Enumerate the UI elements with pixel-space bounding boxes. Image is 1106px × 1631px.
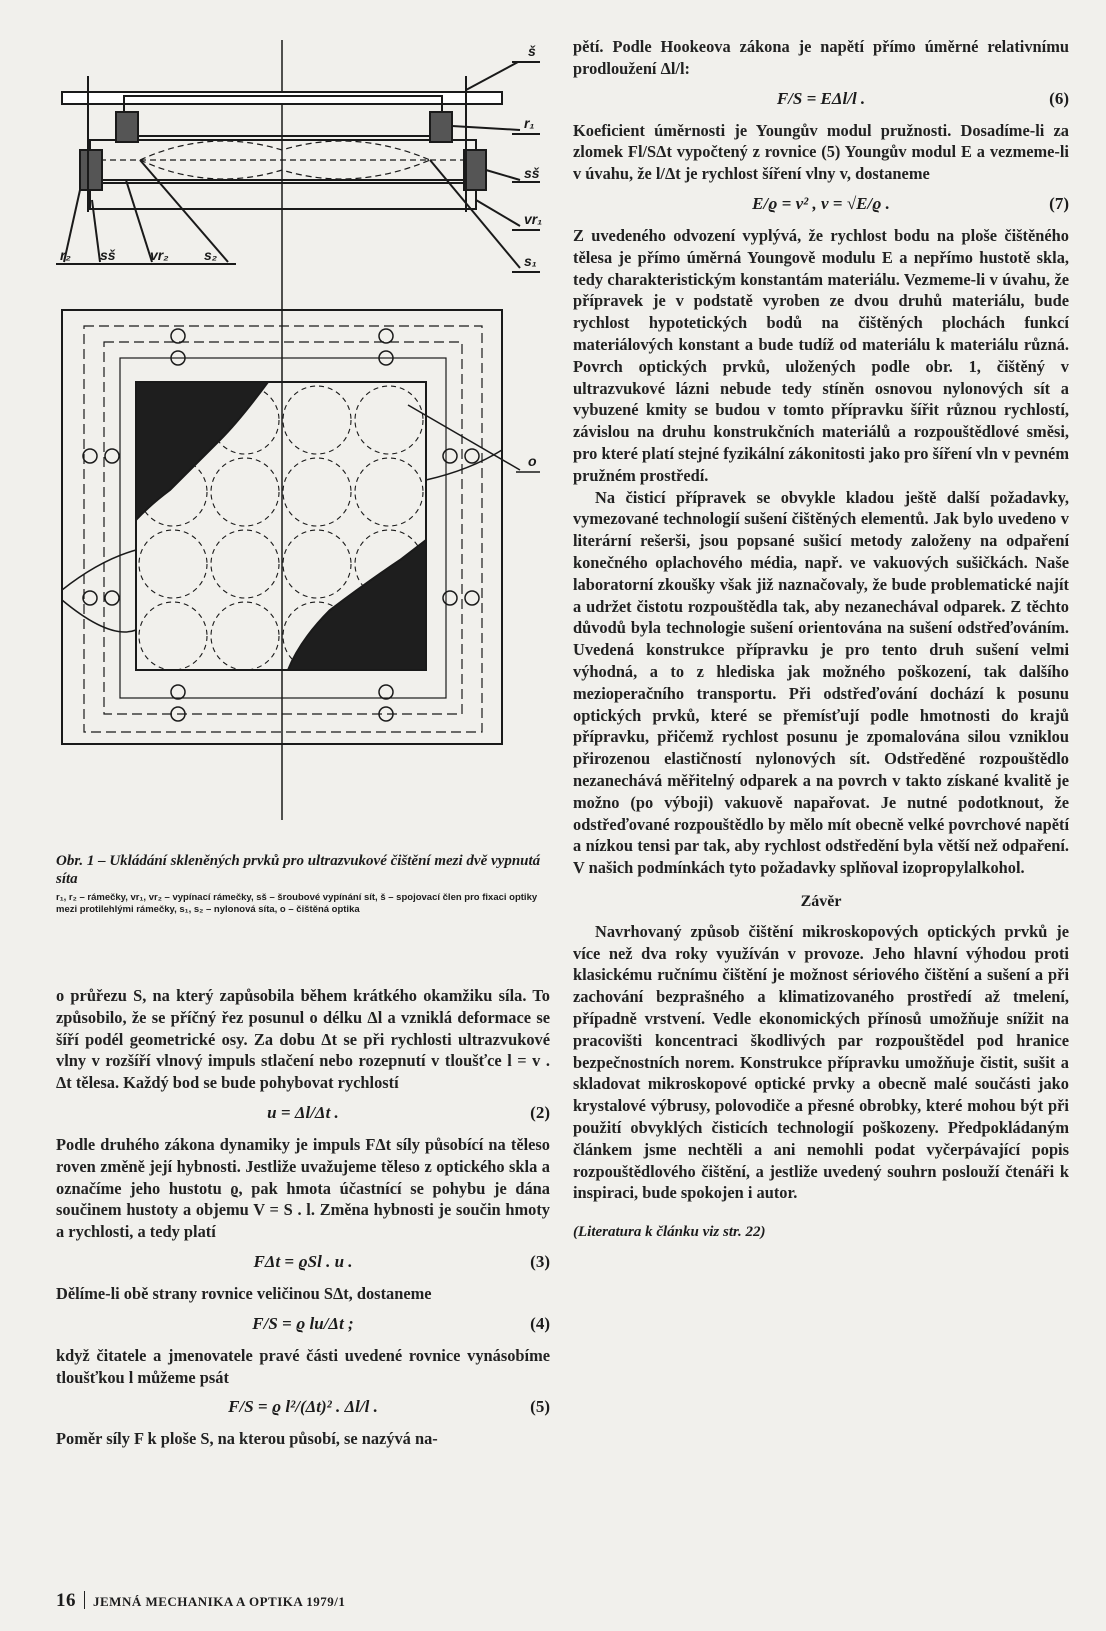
equation-formula: F/S = ϱ l²/(Δt)² . Δl/l .	[228, 1397, 378, 1417]
equation-2	[56, 1100, 550, 1128]
label-s2: s₂	[204, 247, 218, 263]
caption-title: Obr. 1 – Ukládání skleněných prvků pro ultrazvukové čištění mezi dvě vypnutá síta	[56, 853, 541, 887]
section-heading: Závěr	[800, 892, 842, 910]
equation-6	[573, 86, 1069, 114]
caption-legend: r₁, r₂ – rámečky, vr₁, vr₂ – vypínací rámečky, sš – šroubové vypínání sít, š – spojovací člen pro fixaci optiky mezi protilehlými rámečky, s₁, s₂ – nylonová síta, o – čištěná optika	[56, 892, 538, 915]
equation-number: (5)	[530, 1397, 550, 1417]
paragraph: Na čisticí přípravek se obvykle kladou ještě další požadavky, vymezované technologií sušení čištěných elementů. Jak bylo uvedeno v literární rešerši, jsou popsané sušicí metody založeny na odpaření konečného oplachového média, např. ve vakuových sušičkách. Naše laboratorní zkoušky však již naznačovaly, že bude problematické najít a udržet čistotu rozpouštědla tak, aby nezanechával odparek. Z těchto důvodů byla technologie sušení orientována na sušení odstřeďováním. Uvedená konstrukce přípravku je pro tento druh sušení velmi výhodná, a to z hlediska jak možného poškození, tak dalšího mezioperačního transportu. Při odstřeďování dochází k posunu optických prvků, které se přemísťují podle hmotnosti do krajů přípravku, přičemž rychlost posunu je zpomalována silou vzniklou přirozenou elastičností nylonových sít. Odstředěné rozpouštědlo nezanechává měřitelný odparek a na povrch v takto získané kvalitě je možno (po výboji) vakuově napařovat. Je nutné podotknout, že odstřeďované rozpouštědlo by mělo mít obecně velké povrchové napětí a nízkou tensi par tak, aby rychlost odstředění byla větší než odpaření. V našich podmínkách tyto požadavky splňoval izopropylalkohol.	[573, 487, 1069, 878]
label-r1: r₁	[524, 115, 535, 131]
equation-5	[56, 1394, 550, 1422]
paragraph: Poměr síly F k ploše S, na kterou působí, se nazývá na-	[56, 1429, 438, 1449]
paragraph: Koeficient úměrnosti je Youngův modul pružnosti. Dosadíme-li za zlomek Fl/SΔt vypočtený z rovnice (5) Youngův modul E a vezmeme-li v úvahu, že l/Δt je rychlost šíření vlny v, dostaneme	[573, 120, 1069, 184]
figure-1	[0, 0, 560, 850]
paragraph: když čitatele a jmenovatele pravé části uvedené rovnice vynásobíme tloušťkou l můžeme psát	[56, 1345, 550, 1387]
paragraph: Dělíme-li obě strany rovnice veličinou SΔt, dostaneme	[56, 1283, 432, 1303]
label-ss-right: sš	[524, 165, 540, 181]
label-vr2: vr₂	[150, 247, 169, 263]
shaded-corner-bottom-right	[288, 540, 426, 670]
label-vr1: vr₁	[524, 211, 543, 227]
shaded-corner-top-left	[136, 382, 268, 520]
label-o: o	[528, 453, 537, 469]
equation-formula: F/S = ϱ lu/Δt ;	[252, 1313, 354, 1333]
equation-formula: E/ϱ = v² , v = √E/ϱ .	[752, 193, 890, 213]
page-number: 16	[56, 1590, 76, 1611]
equation-number: (7)	[1049, 193, 1069, 213]
equation-number: (4)	[530, 1313, 550, 1333]
page-footer	[56, 1590, 345, 1612]
paragraph: Navrhovaný způsob čištění mikroskopových optických prvků je více než dva roky využíván v provoze. Jeho hlavní výhodou proti klasickému ručnímu čištění je možnost sériového čištění a sušení a při zachování bezprašného a klimatizovaného prostředí až tmelení, případně vrstvení. Vedle ekonomických přínosů umožňuje snížit na pracovišti koncentraci škodlivých par rozpouštědel pod hranice bezpečnostních norem. Konstrukce přípravku umožňuje čistit, sušit a skladovat mikroskopové optické prvky a obecně malé součásti jako krystalové výbrusy, polovodiče a přesné obrobky, které mohou být při použití obvyklých čisticích technologií poškozeny. Předpokládaným článkem jsme nechtěli a ani nemohli podat vyčerpávající popis rozpouštědlového čištění, a jestliže uvedený souhrn poslouží čtenáři k inspiraci, bude spokojen i autor.	[573, 921, 1069, 1203]
equation-7	[573, 191, 1069, 219]
paragraph: pětí. Podle Hookeova zákona je napětí přímo úměrné relativnímu prodloužení Δl/l:	[573, 37, 1069, 78]
left-column-text	[56, 985, 550, 1450]
label-s: š	[528, 43, 536, 59]
label-r2: r₂	[60, 247, 71, 263]
figure-caption	[56, 852, 550, 916]
equation-formula: F/S = EΔl/l .	[776, 88, 866, 108]
plan-view	[62, 310, 540, 744]
journal-name: JEMNÁ MECHANIKA A OPTIKA 1979/1	[93, 1594, 346, 1609]
paragraph: Z uvedeného odvození vyplývá, že rychlost bodu na ploše čištěného tělesa je přímo úměrná Youngově modulu E a nepřímo hustotě skla, tedy charakteristickým konstantám materiálu. Vezmeme-li v úvahu, že přípravek je v podstatě vyroben ze dvou druhů materiálu, bude rychlost hypotetických bodů na čištěných plochách funkcí materiálových konstant a bude tudíž od materiálu k materiálu různá. Povrch optických prvků, uložených podle obr. 1, čištěný v ultrazvukové lázni nebude tedy stíněn osnovou nylonových sít a vybuzené kmity se budou v tomto přípravku šířit různou rychlostí, závislou na druhu konstrukčních materiálů a rozpouštědlové směsi, pro které platí stejné fyzikální zákonitosti jako pro šíření vln v pevném pružném prostředí.	[573, 225, 1069, 485]
paragraph: Podle druhého zákona dynamiky je impuls FΔt síly působící na těleso roven změně její hybnosti. Jestliže uvažujeme těleso z optického skla a označíme jeho hustotu ϱ, pak hmota účastnící se pohybu je dána součinem hustoty a objemu V = S . l. Změna hybnosti je součin hmoty a rychlosti, a tedy platí	[56, 1134, 550, 1242]
right-column-text	[573, 36, 1069, 1241]
equation-number: (2)	[530, 1102, 550, 1122]
equation-formula: FΔt = ϱSl . u .	[253, 1251, 353, 1271]
equation-formula: u = Δl/Δt .	[267, 1102, 339, 1122]
paragraph: o průřezu S, na který zapůsobila během krátkého okamžiku síla. To způsobilo, že se příčný řez posunul o délku Δl a vzniklá deformace se šíří podél geometrické osy. Za dobu Δt se při rychlosti ultrazvukové vlny v rozšíří vlnový impuls stlačení nebo rozepnutí v tloušťce l = v . Δt tělesa. Každý bod se bude pohybovat rychlostí	[56, 986, 550, 1093]
equation-4	[56, 1311, 550, 1339]
reference-note: (Literatura k článku viz str. 22)	[573, 1224, 766, 1241]
label-ss-left: sš	[100, 247, 116, 263]
equation-number: (6)	[1049, 88, 1069, 108]
equation-number: (3)	[530, 1251, 550, 1271]
section-view	[56, 62, 543, 272]
equation-3	[56, 1249, 550, 1277]
label-s1: s₁	[524, 253, 537, 269]
footer-divider	[84, 1591, 85, 1609]
